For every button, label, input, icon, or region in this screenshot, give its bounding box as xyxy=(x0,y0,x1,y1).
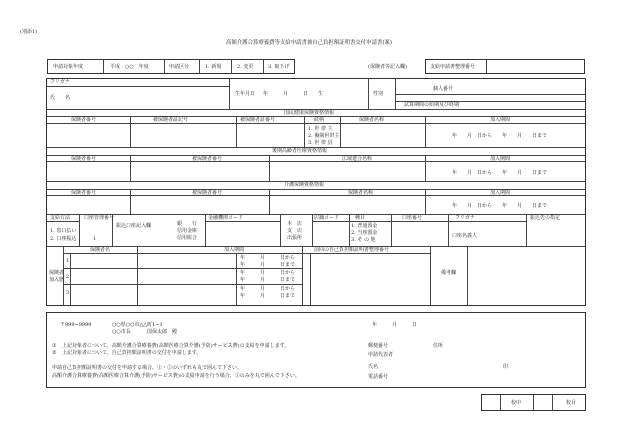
kanyu-period-to[interactable]: 年 月 日まで xyxy=(240,277,296,283)
mayor-address: ○○県○○市△△町1−1 xyxy=(112,322,163,328)
sex-label: 性別 xyxy=(373,91,384,97)
payment-option-transfer[interactable]: 2. 口座振込 xyxy=(50,236,77,242)
kanyu-label-1: 保険者 xyxy=(49,270,65,276)
application-date[interactable]: 年 月 日 xyxy=(372,322,418,328)
bank-type-kumiai[interactable]: 信用組合 xyxy=(177,235,198,241)
kubun-option-new[interactable]: 1. 新規 xyxy=(205,64,222,70)
transfer-account-label: 振込口座記入欄 xyxy=(116,223,152,229)
account-number-label: 口座番号 xyxy=(402,215,423,221)
kaigo-section-title: 介護保険資格情報 xyxy=(284,182,325,188)
transfer-lock-label: 振込先の指定 xyxy=(530,215,561,221)
kanyu-row-number: 3 xyxy=(66,290,70,296)
kaigo-col-insurer-no: 保険者番号 xyxy=(71,190,97,196)
holder-furigana-label: フリガナ xyxy=(455,215,475,221)
bank-type-shinkin[interactable]: 信用金庫 xyxy=(177,228,198,234)
kaigo-col-insurer-name: 保険者名称 xyxy=(348,190,374,196)
kubun-label: 申請区分 xyxy=(169,64,190,70)
form-title: 高額介護合算療養費等支給申請書兼自己負担額証明書交付申請書(案) xyxy=(226,40,392,46)
insurer-memo-label: (保険者等記入欄) xyxy=(368,64,407,70)
bank-code-label: 金融機関コード xyxy=(208,215,244,221)
phone-label: 電話番号 xyxy=(368,374,389,380)
kokuho-col-period: 加入期間 xyxy=(490,117,511,123)
kanyu-row-number: 1 xyxy=(66,258,70,264)
birth-value[interactable]: 年 月 日 生 xyxy=(263,91,324,97)
account-type-other[interactable]: 3. そ の 他 xyxy=(351,237,376,243)
postal-label: 郵便番号 xyxy=(368,343,389,349)
kaigo-period-value[interactable]: 年 月 日から 年 月 日まで xyxy=(452,203,548,209)
kouki-col-insurer-no: 保険者番号 xyxy=(71,156,97,162)
account-manage-no-value[interactable]: 1 xyxy=(93,236,97,242)
period-value[interactable]: 平成 ○○ 年度 xyxy=(110,64,149,70)
account-manage-no-label: 口座管理番号 xyxy=(84,215,115,221)
relation-option-pseudo-head[interactable]: 2. 擬制世帯主 xyxy=(308,133,340,139)
shikyu-no-label: 支給申請書整理番号 xyxy=(430,64,476,70)
address-label: 住所 xyxy=(433,343,444,349)
branch-code-label: 店舗コード xyxy=(314,215,340,221)
form-number: (別添1) xyxy=(20,29,38,35)
payment-method-label: 支給方法 xyxy=(50,215,71,221)
kanyu-row-number: 2 xyxy=(66,274,70,280)
kojin-number-label: 個人番号 xyxy=(433,86,454,92)
kanyu-col-name: 保険者名 xyxy=(90,247,111,253)
kouki-col-union-name: 広域連合名称 xyxy=(342,156,373,162)
kouki-section-title: 後期高齢者医療資格情報 xyxy=(272,148,328,154)
kouki-col-period: 加入期間 xyxy=(490,156,511,162)
account-type-label: 種目 xyxy=(355,215,366,221)
mayor-name: 国保太郎 殿 xyxy=(147,329,178,335)
seal-mark[interactable]: 印 xyxy=(503,364,509,370)
kouki-period-value[interactable]: 年 月 日から 年 月 日まで xyxy=(452,170,548,176)
zip-code: 〒999−9999 xyxy=(60,322,92,328)
branch-type-branch[interactable]: 支 店 xyxy=(287,228,303,234)
kokuho-col-insurer-name: 保険者名称 xyxy=(359,117,385,123)
shiken-period-label: 試算期間の始期及び終期 xyxy=(404,102,460,108)
remarks-label: 備考欄 xyxy=(441,270,457,276)
birth-label: 生年月日 xyxy=(235,91,256,97)
statement-1: 上記対象者について、高額介護合算療養費(高額医療合算介護(予防)サービス費)の支給を申請します。 xyxy=(62,343,290,349)
circle-two[interactable]: ② xyxy=(52,350,57,356)
kouki-col-member-no: 被保険者番号 xyxy=(192,156,223,162)
branch-type-sub[interactable]: 出張所 xyxy=(287,235,303,241)
account-type-current[interactable]: 2. 当座預金 xyxy=(351,230,378,236)
mayor-title: ○○市長 xyxy=(112,329,131,335)
check-mid-label: 校中 xyxy=(511,400,522,406)
kanyu-col-period: 加入期間 xyxy=(224,247,245,253)
kanyu-period-to[interactable]: 年 月 日まで xyxy=(240,293,296,299)
kanyu-period-from[interactable]: 年 月 日から xyxy=(240,255,296,261)
kokuho-col-relation: 続柄 xyxy=(314,117,325,123)
kokuho-col-card-number: 被保険者証番号 xyxy=(240,117,276,123)
circle-one[interactable]: ① xyxy=(52,343,57,349)
kubun-option-withdraw[interactable]: 3. 取下げ xyxy=(268,64,290,70)
kaigo-col-member-no: 被保険者番号 xyxy=(192,190,223,196)
kanyu-period-from[interactable]: 年 月 日から xyxy=(240,286,296,292)
kokuho-period-value[interactable]: 年 月 日から 年 月 日まで xyxy=(452,133,548,139)
account-type-ordinary[interactable]: 1. 普通預金 xyxy=(351,223,378,229)
applicant-label: 申請代表者 xyxy=(368,352,394,358)
check-end-label: 校目 xyxy=(566,400,577,406)
furigana-label: フリガナ xyxy=(50,79,70,85)
kokuho-col-insurer-no: 保険者番号 xyxy=(71,117,97,123)
kokuho-section-title: 国民健康保険資格情報 xyxy=(284,110,335,116)
kokuho-col-card-symbol: 被保険者証記号 xyxy=(153,117,189,123)
branch-type-head[interactable]: 本 店 xyxy=(287,221,303,227)
kaigo-col-period: 加入期間 xyxy=(490,190,511,196)
kanyu-period-from[interactable]: 年 月 日から xyxy=(240,270,296,276)
relation-option-member[interactable]: 3. 世 帯 員 xyxy=(308,140,333,146)
kubun-option-change[interactable]: 2. 変更 xyxy=(237,64,254,70)
period-label: 申請対象年度 xyxy=(53,64,84,70)
kanyu-period-to[interactable]: 年 月 日まで xyxy=(240,262,296,268)
instruction-1: 申請自己負担額証明書の交付を申請する場合、①・②のいずれも丸で囲んで下さい。 xyxy=(52,365,243,371)
statement-2: 上記対象者について、自己負担額証明書の交付を申請します。 xyxy=(62,350,202,356)
kanyu-col-cert: 前回の自己負担額証明書整理番号 xyxy=(314,247,390,253)
applicant-name-label: 氏名 xyxy=(368,364,379,370)
instruction-2: 高額介護合算療養費(高額医療合算介護(予防)サービス費)の支給申請を行う場合、①のみを丸で囲んで下さい。 xyxy=(52,373,300,379)
bank-type-bank[interactable]: 銀 行 xyxy=(177,221,198,227)
account-holder-label: 口座名義人 xyxy=(452,233,478,239)
payment-option-counter[interactable]: 1. 窓口払い xyxy=(50,228,77,234)
name-label: 氏 名 xyxy=(50,95,71,101)
relation-option-head[interactable]: 1. 世 帯 主 xyxy=(308,126,333,132)
kanyu-label-2: 加入歴 xyxy=(49,277,65,283)
